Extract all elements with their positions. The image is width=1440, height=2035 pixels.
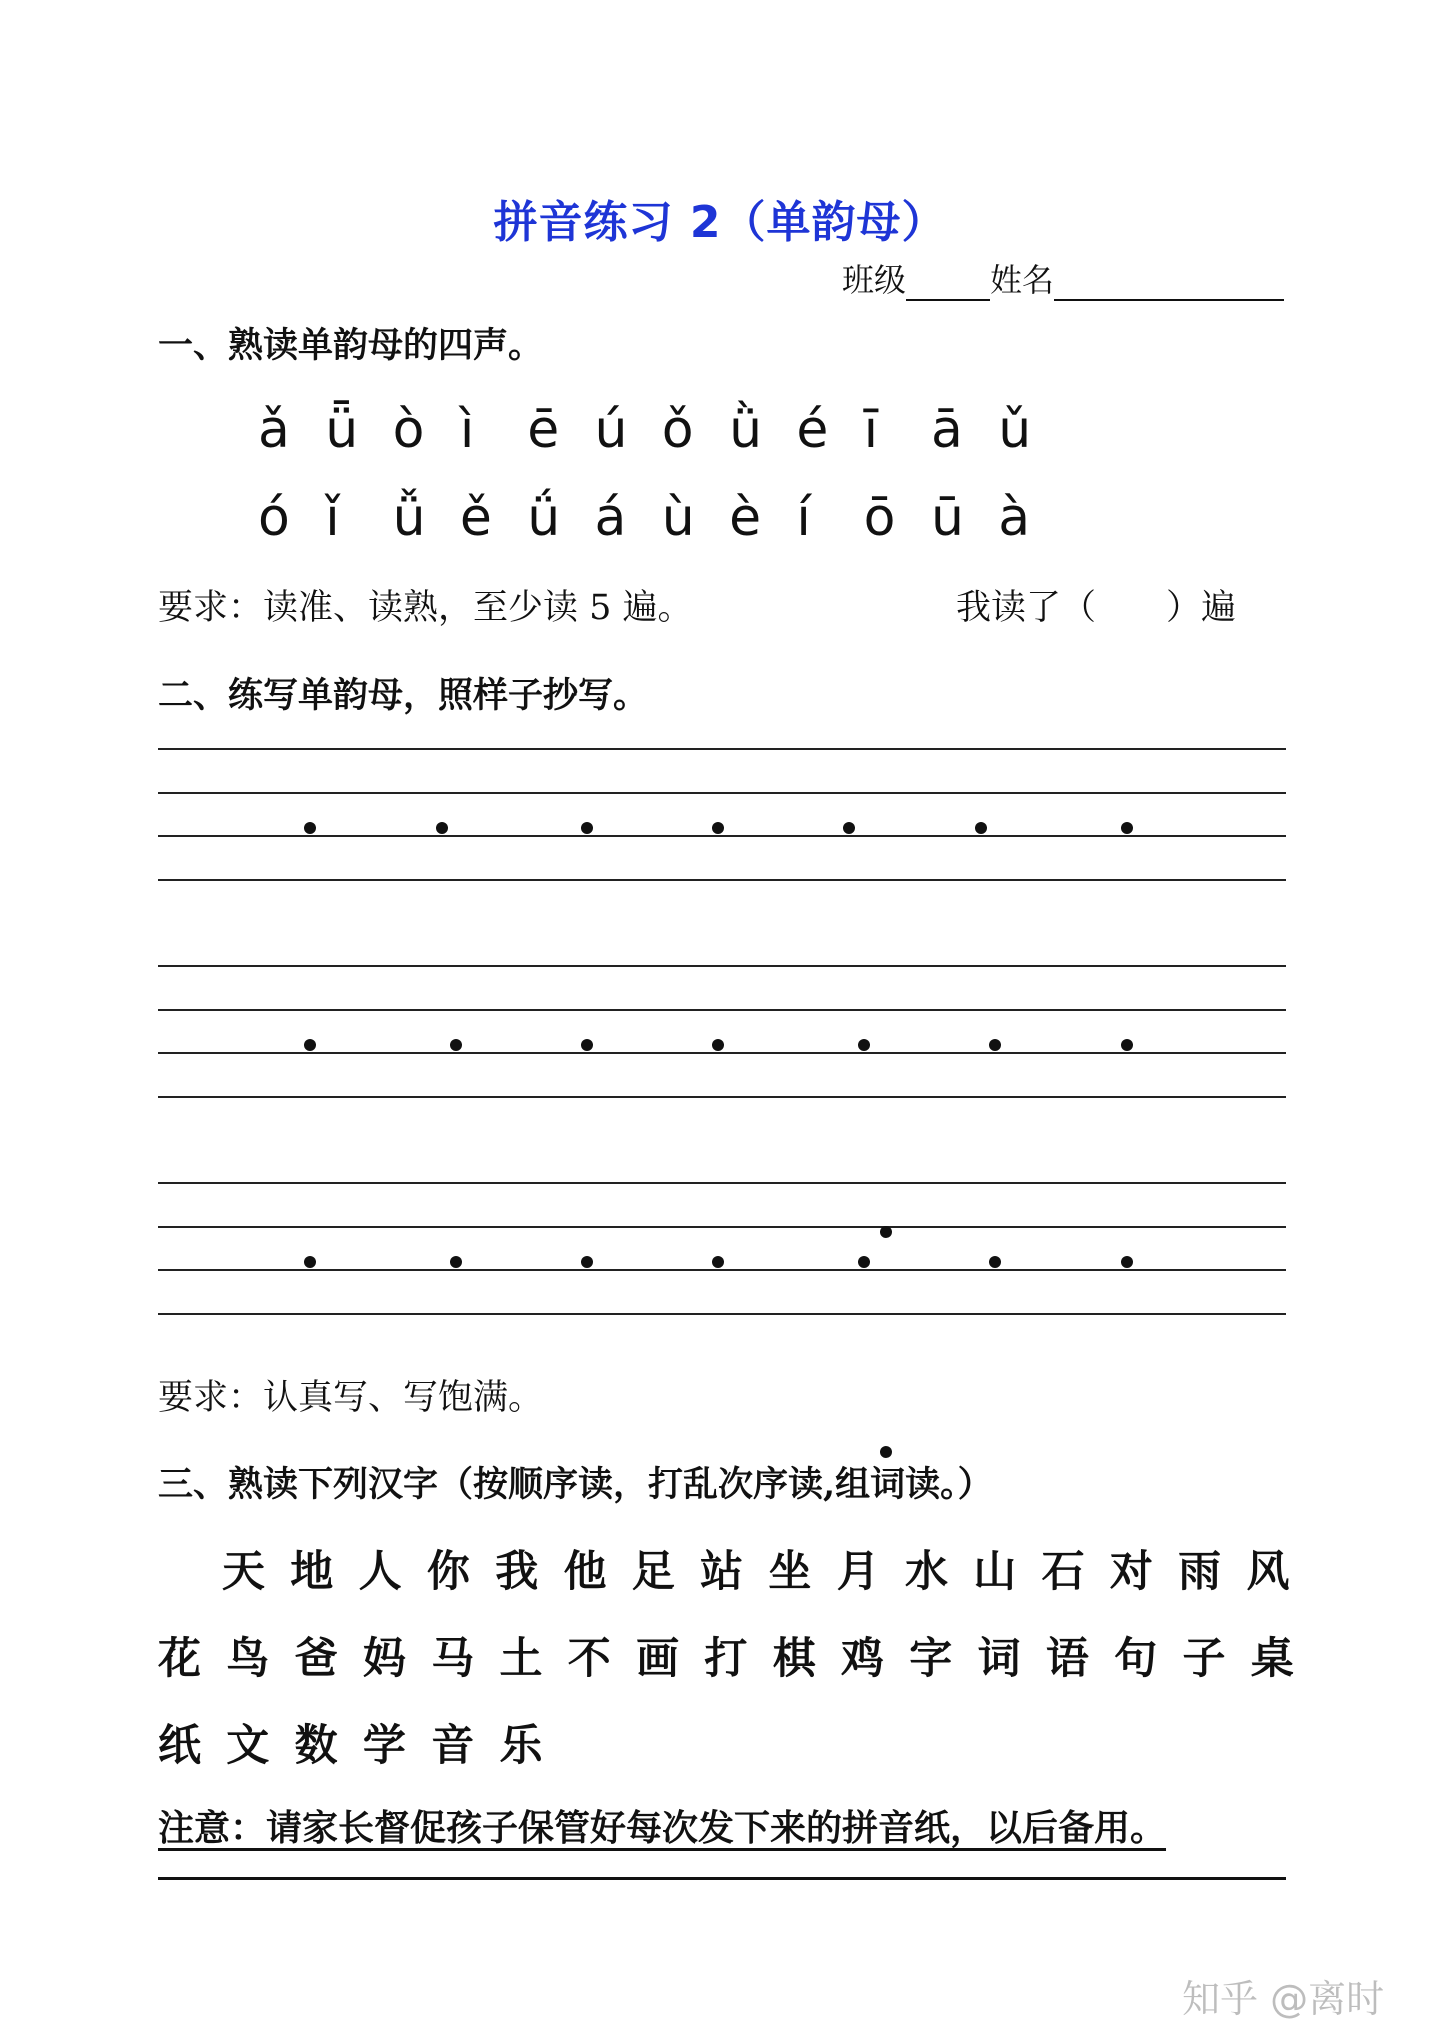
hanzi-char: 山 xyxy=(973,1547,1017,1597)
pinyin-vowel: á xyxy=(594,488,627,548)
hanzi-char: 风 xyxy=(1246,1547,1290,1597)
hanzi-char: 天 xyxy=(222,1547,265,1597)
hanzi-char: 坐 xyxy=(768,1547,812,1597)
hanzi-char: 鸟 xyxy=(226,1634,270,1684)
class-label: 班级 xyxy=(842,261,907,299)
hanzi-char: 妈 xyxy=(362,1634,406,1684)
sample-dot xyxy=(1121,1039,1133,1051)
section3-heading: 三、熟读下列汉字（按顺序读，打乱次序读,组词读。） xyxy=(158,1464,993,1505)
hanzi-row-2 xyxy=(158,1625,1319,1686)
sample-dot xyxy=(858,1256,870,1268)
hanzi-char: 站 xyxy=(700,1547,744,1597)
hanzi-char: 人 xyxy=(358,1547,402,1597)
hanzi-char: 句 xyxy=(1114,1634,1158,1684)
hanzi-char: 石 xyxy=(1041,1547,1085,1597)
hanzi-char: 学 xyxy=(362,1721,406,1771)
sample-dot xyxy=(304,1039,316,1051)
sample-dot xyxy=(1121,1256,1133,1268)
pinyin-row-1 xyxy=(258,400,1066,460)
pinyin-vowel: ǐ xyxy=(325,488,340,548)
staff-line xyxy=(158,1313,1286,1315)
pinyin-row-2 xyxy=(258,488,1066,548)
hanzi-char: 纸 xyxy=(158,1721,201,1771)
parent-note: 注意：请家长督促孩子保管好每次发下来的拼音纸，以后备用。 xyxy=(158,1807,1167,1849)
hanzi-char: 雨 xyxy=(1178,1547,1222,1597)
pinyin-vowel: é xyxy=(796,400,829,460)
hanzi-char: 他 xyxy=(563,1547,607,1597)
hanzi-char: 土 xyxy=(499,1634,543,1684)
hanzi-char: 马 xyxy=(431,1634,475,1684)
hanzi-char: 乐 xyxy=(499,1721,543,1771)
sample-dot xyxy=(989,1256,1001,1268)
sample-dot xyxy=(843,822,855,834)
hanzi-char: 不 xyxy=(567,1634,611,1684)
hanzi-char: 你 xyxy=(426,1547,470,1597)
pinyin-vowel: ǒ xyxy=(661,400,694,460)
pinyin-vowel: ú xyxy=(594,400,628,460)
pinyin-vowel: è xyxy=(729,488,762,548)
pinyin-vowel: ì xyxy=(459,400,475,460)
pinyin-vowel: ī xyxy=(863,400,879,460)
hanzi-char: 音 xyxy=(431,1721,475,1771)
name-label: 姓名 xyxy=(990,261,1055,299)
staff-line xyxy=(158,1096,1286,1098)
class-name-line xyxy=(842,255,1284,301)
staff-line xyxy=(158,748,1286,750)
sample-dot xyxy=(975,822,987,834)
hanzi-char: 爸 xyxy=(294,1634,338,1684)
section1-heading: 一、熟读单韵母的四声。 xyxy=(158,325,544,366)
pinyin-vowel: ū xyxy=(930,488,964,548)
pinyin-vowel: ā xyxy=(930,400,963,460)
sample-dot xyxy=(581,822,593,834)
sample-dot xyxy=(712,1256,724,1268)
hanzi-char: 地 xyxy=(290,1547,334,1597)
hanzi-char: 数 xyxy=(294,1721,338,1771)
stray-dot xyxy=(880,1226,892,1238)
hanzi-char: 语 xyxy=(1045,1634,1089,1684)
pinyin-vowel: ǖ xyxy=(325,400,359,460)
sample-dot xyxy=(581,1256,593,1268)
sample-dot xyxy=(989,1039,1001,1051)
page-title: 拼音练习 2（单韵母） xyxy=(493,197,947,248)
class-blank[interactable] xyxy=(906,267,990,301)
hanzi-char: 文 xyxy=(226,1721,270,1771)
staff-line xyxy=(158,879,1286,881)
staff-line xyxy=(158,1009,1286,1011)
pinyin-vowel: ō xyxy=(863,488,896,548)
section2-heading: 二、练写单韵母，照样子抄写。 xyxy=(158,675,649,716)
hanzi-char: 花 xyxy=(158,1634,201,1684)
read-count-prompt: 我读了（ ）遍 xyxy=(956,588,1237,628)
name-blank[interactable] xyxy=(1054,267,1284,301)
sample-dot xyxy=(712,822,724,834)
sample-dot xyxy=(1121,822,1133,834)
staff-line xyxy=(158,1182,1286,1184)
hanzi-char: 词 xyxy=(977,1634,1021,1684)
hanzi-char: 子 xyxy=(1182,1634,1226,1684)
hanzi-char: 棋 xyxy=(772,1634,816,1684)
sample-dot xyxy=(581,1039,593,1051)
pinyin-vowel: ǜ xyxy=(729,400,763,460)
stray-dot xyxy=(880,1446,892,1458)
bottom-rule xyxy=(158,1877,1286,1880)
staff-line xyxy=(158,1226,1286,1228)
pinyin-vowel: ě xyxy=(459,488,492,548)
section2-requirement: 要求：认真写、写饱满。 xyxy=(158,1378,544,1418)
hanzi-char: 我 xyxy=(495,1547,539,1597)
pinyin-vowel: ǎ xyxy=(258,400,290,460)
staff-line xyxy=(158,792,1286,794)
pinyin-vowel: à xyxy=(998,488,1031,548)
hanzi-char: 鸡 xyxy=(840,1634,884,1684)
pinyin-vowel: ǚ xyxy=(392,488,426,548)
hanzi-char: 对 xyxy=(1109,1547,1153,1597)
section1-requirement: 要求：读准、读熟，至少读 5 遍。 xyxy=(158,588,693,628)
pinyin-vowel: ò xyxy=(392,400,425,460)
pinyin-vowel: ǘ xyxy=(527,488,561,548)
hanzi-char: 画 xyxy=(636,1634,680,1684)
sample-dot xyxy=(304,1256,316,1268)
staff-line xyxy=(158,835,1286,837)
staff-line xyxy=(158,965,1286,967)
hanzi-char: 足 xyxy=(631,1547,675,1597)
pinyin-vowel: ù xyxy=(661,488,695,548)
staff-line xyxy=(158,1269,1286,1271)
sample-dot xyxy=(858,1039,870,1051)
hanzi-char: 桌 xyxy=(1250,1634,1294,1684)
staff-line xyxy=(158,1052,1286,1054)
pinyin-vowel: ǔ xyxy=(998,400,1032,460)
hanzi-row-1 xyxy=(222,1538,1315,1599)
sample-dot xyxy=(712,1039,724,1051)
pinyin-vowel: ē xyxy=(527,400,560,460)
watermark: 知乎 @离时 xyxy=(1182,1977,1385,2021)
hanzi-char: 字 xyxy=(909,1634,953,1684)
hanzi-row-3 xyxy=(158,1712,568,1773)
sample-dot xyxy=(436,822,448,834)
sample-dot xyxy=(450,1256,462,1268)
sample-dot xyxy=(304,822,316,834)
pinyin-vowel: í xyxy=(796,488,811,548)
sample-dot xyxy=(450,1039,462,1051)
hanzi-char: 打 xyxy=(704,1634,748,1684)
hanzi-char: 水 xyxy=(904,1547,948,1597)
hanzi-char: 月 xyxy=(836,1547,880,1597)
pinyin-vowel: ó xyxy=(258,488,290,548)
